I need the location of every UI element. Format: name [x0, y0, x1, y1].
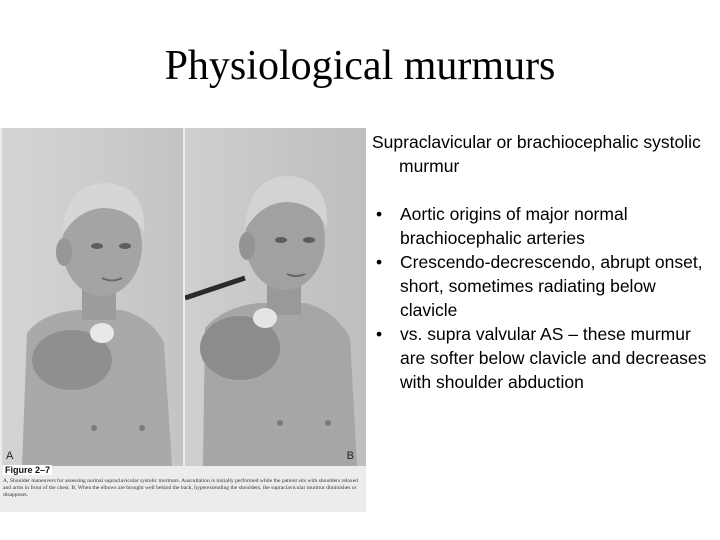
- slide-subtitle: Supraclavicular or brachiocephalic systolic murmur: [372, 132, 701, 176]
- bullet-icon: •: [376, 252, 383, 272]
- bullet-icon: •: [376, 204, 383, 224]
- bullet-item: [372, 202, 712, 250]
- bullet-icon: •: [376, 324, 383, 344]
- bullet-text: Crescendo-decrescendo, abrupt onset, short, sometimes radiating below clavicle: [400, 252, 703, 320]
- panel-a-letter: A: [6, 450, 14, 462]
- bullet-list: [372, 202, 712, 394]
- photo-panel-b: [185, 128, 366, 466]
- boy-photo-b-image: [185, 128, 366, 466]
- panel-b-letter: B: [346, 450, 354, 462]
- figure-caption: A, Shoulder maneuvers for assessing normal supraclavicular systolic murmurs. Auscultation is initially performed while the patient sits with shoulders relaxed and arms in front of the chest. B, When the elbows are brought well behind the back, hyperextending the shoulders, the supraclavicular murmur diminishes or disappears.: [3, 478, 358, 498]
- bullet-text: Aortic origins of major normal brachiocephalic arteries: [400, 204, 628, 248]
- boy-photo-a-image: [2, 128, 183, 466]
- photo-panel-a: [2, 128, 183, 466]
- figure-label: Figure 2–7: [5, 465, 51, 475]
- bullet-text: vs. supra valvular AS – these murmur are softer below clavicle and decreases with shoulder abduction: [400, 324, 707, 392]
- bullet-item: [372, 250, 712, 322]
- bullet-item: [372, 322, 712, 394]
- slide-body: [372, 130, 712, 394]
- figure-panel: [0, 128, 366, 512]
- slide-title: Physiological murmurs: [164, 43, 556, 89]
